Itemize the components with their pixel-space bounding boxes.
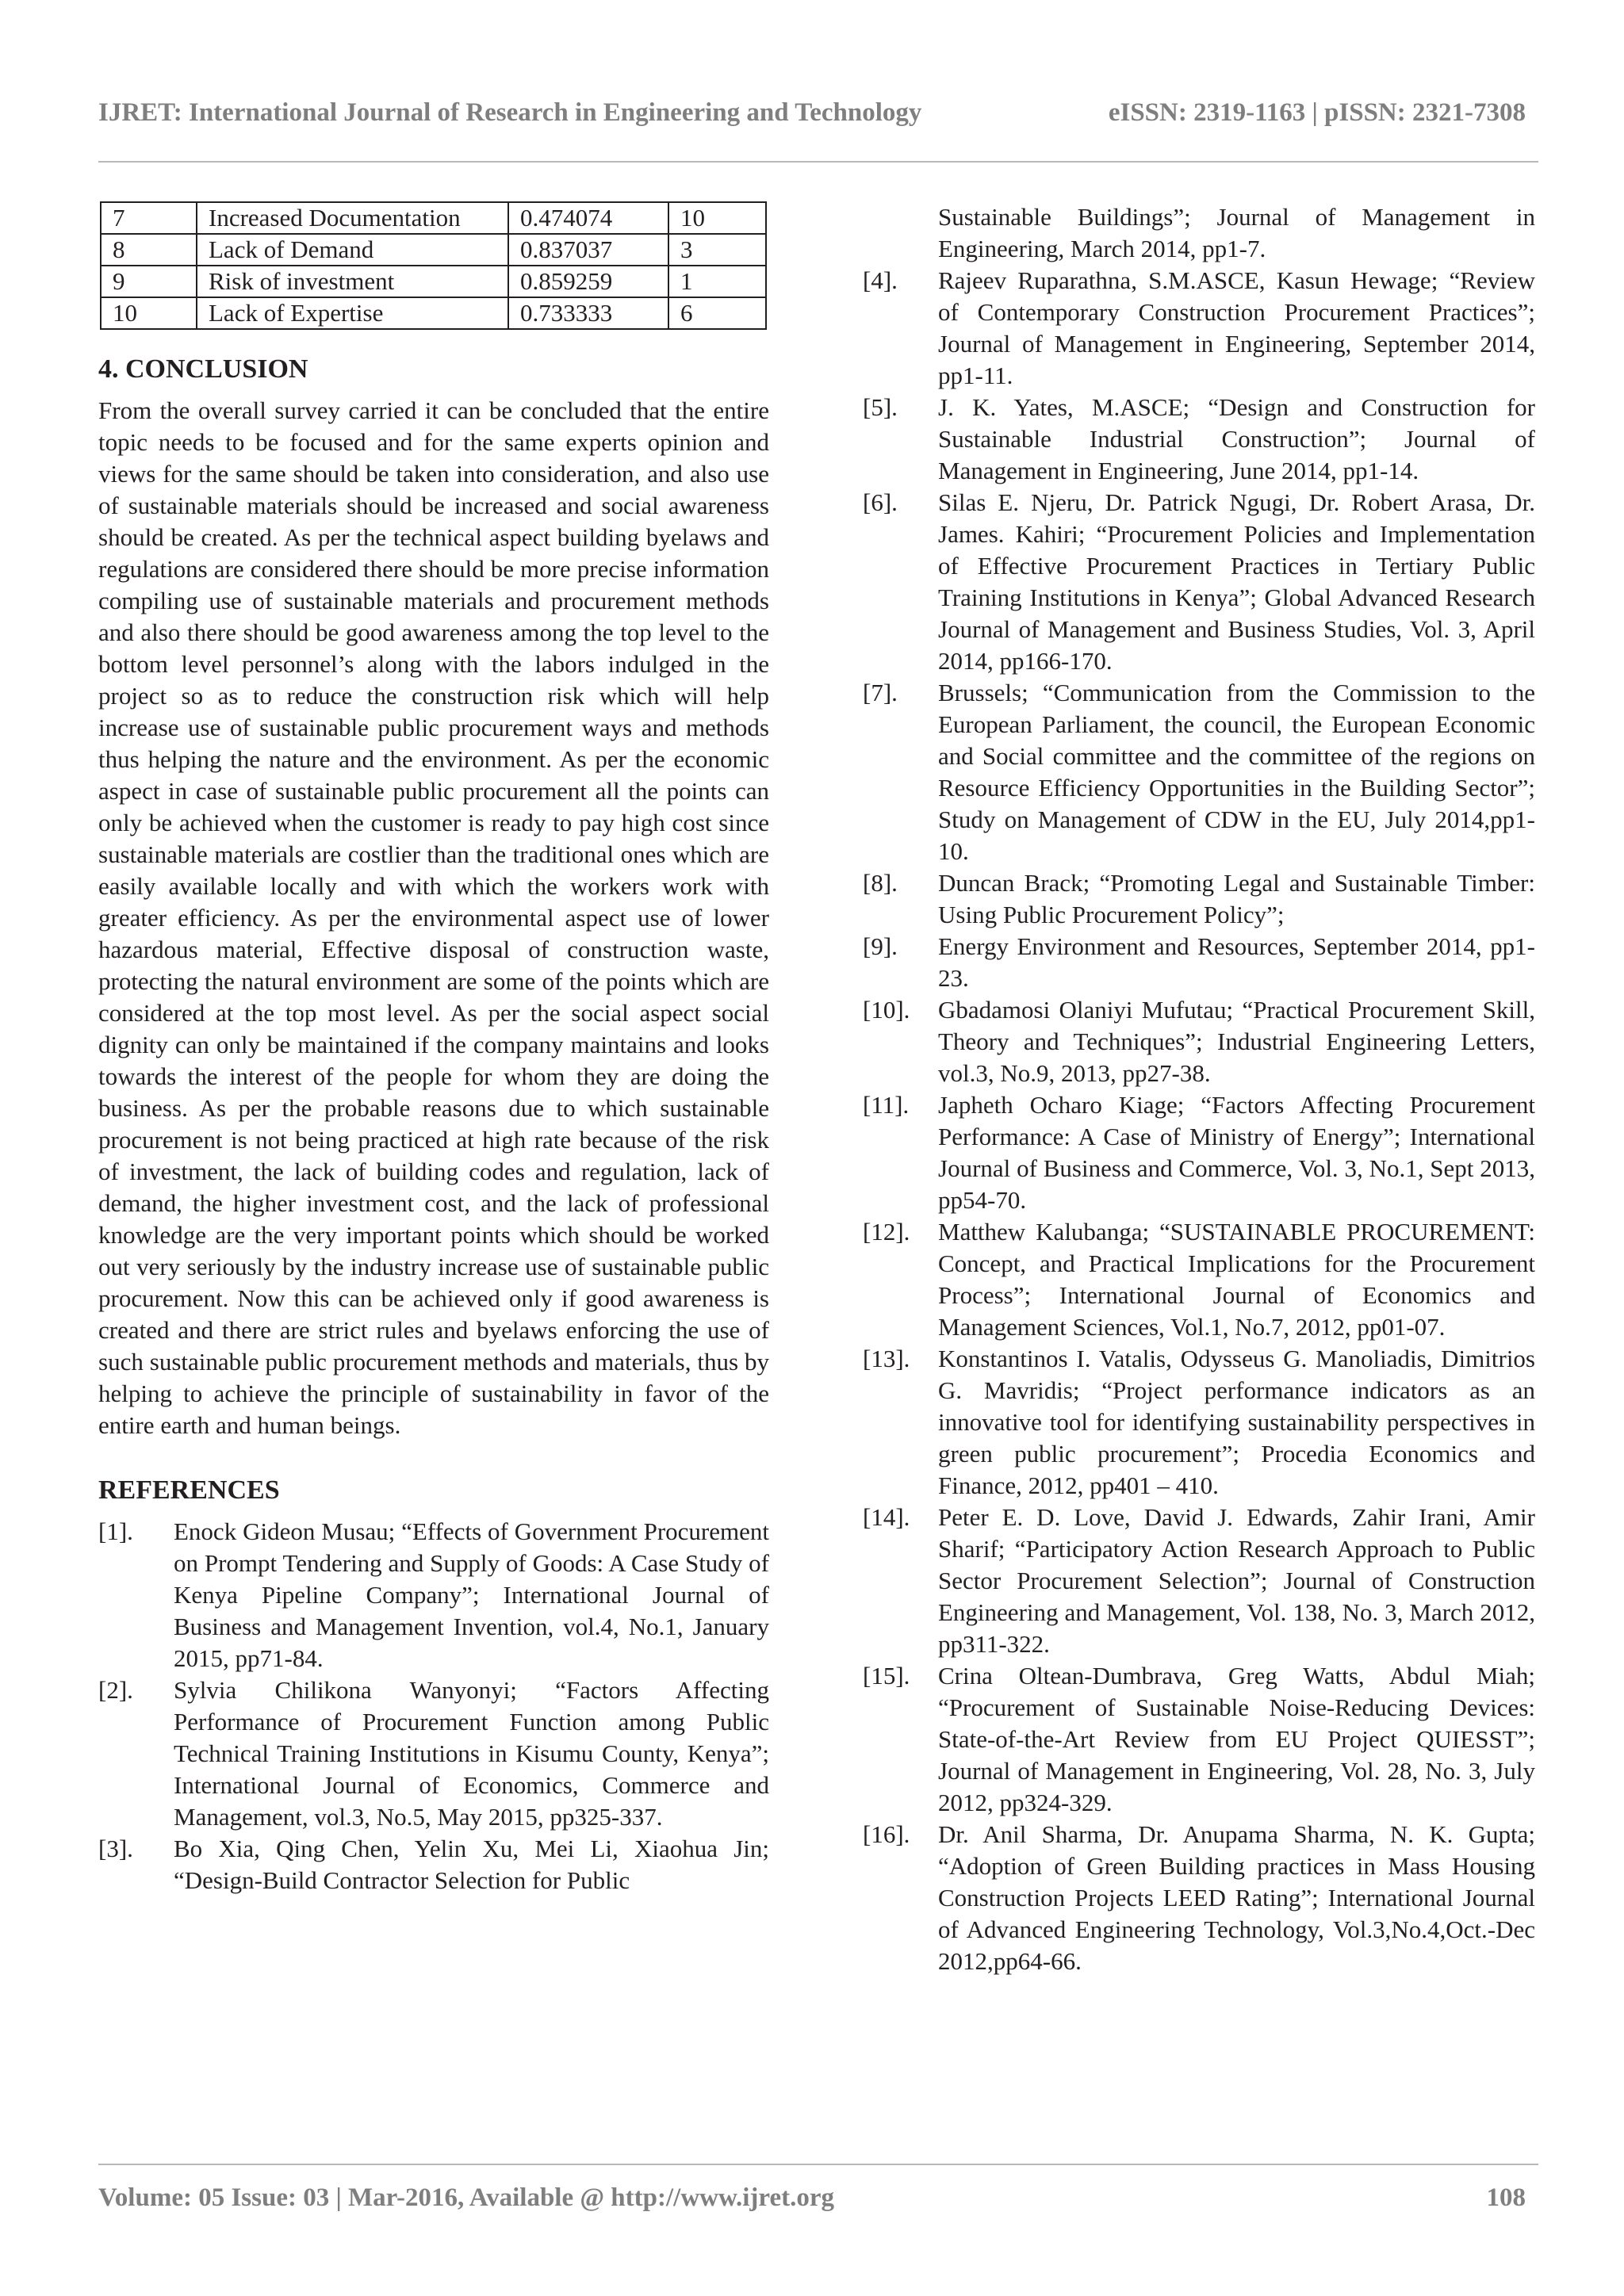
- table-cell: 7: [101, 202, 197, 234]
- reference-text: Rajeev Ruparathna, S.M.ASCE, Kasun Hewage; “Review of Contemporary Construction Procurement Practices”; Journal of Management in Engineering, September 2014, pp1-11.: [938, 266, 1535, 389]
- reference-number: [15].: [863, 1662, 910, 1689]
- reference-number: [13].: [863, 1345, 910, 1372]
- reference-number: [9].: [863, 932, 898, 960]
- journal-title: IJRET: International Journal of Research in Engineering and Technology: [98, 98, 922, 127]
- conclusion-heading: 4. CONCLUSION: [98, 354, 308, 384]
- running-header: [98, 98, 1526, 138]
- table-cell: 0.837037: [508, 234, 668, 266]
- table-cell: 6: [668, 297, 766, 329]
- reference-text: Bo Xia, Qing Chen, Yelin Xu, Mei Li, Xiaohua Jin; “Design-Build Contractor Selection for Public: [174, 1835, 769, 1894]
- table-cell: 9: [101, 266, 197, 297]
- reference-item: [98, 1516, 769, 1674]
- reference-item: [863, 392, 1535, 487]
- reference-text: Peter E. D. Love, David J. Edwards, Zahir Irani, Amir Sharif; “Participatory Action Research Approach to Public Sector Procurement Selection”; Journal of Construction Engineering and Management, Vol. 138, No. 3, March 2012, pp311-322.: [938, 1503, 1535, 1658]
- reference-text: Konstantinos I. Vatalis, Odysseus G. Manoliadis, Dimitrios G. Mavridis; “Project performance indicators as an innovative tool for identifying sustainability perspectives in green public procurement”; Procedia Economics and Finance, 2012, pp401 – 410.: [938, 1345, 1535, 1499]
- right-column: [863, 201, 1535, 1977]
- reference-number: [4].: [863, 266, 898, 294]
- references-heading: REFERENCES: [98, 1475, 280, 1505]
- reference-item: [863, 265, 1535, 392]
- reference-item: [863, 1819, 1535, 1977]
- running-footer: [98, 2183, 1526, 2223]
- volume-info: Volume: 05 Issue: 03 | Mar-2016, Available @ http://www.ijret.org: [98, 2183, 834, 2212]
- reference-item: [98, 1833, 769, 1896]
- reference-number: [6].: [863, 488, 898, 516]
- reference-number: [16].: [863, 1820, 910, 1848]
- table-cell: 10: [101, 297, 197, 329]
- reference-item: [863, 677, 1535, 867]
- reference-text: Brussels; “Communication from the Commission to the European Parliament, the council, the European Economic and Social committee and the committee of the regions on Resource Efficiency Opportunities in the Building Sector”; Study on Management of CDW in the EU, July 2014,pp1-10.: [938, 679, 1535, 865]
- reference-text: J. K. Yates, M.ASCE; “Design and Construction for Sustainable Industrial Construction”; Journal of Management in Engineering, June 2014, pp1-14.: [938, 393, 1535, 484]
- footer-rule: [98, 2164, 1538, 2165]
- reference-text: Sylvia Chilikona Wanyonyi; “Factors Affecting Performance of Procurement Function among Public Technical Training Institutions in Kisumu County, Kenya”; International Journal of Economics, Commerce and Management, vol.3, No.5, May 2015, pp325-337.: [174, 1676, 769, 1831]
- table-cell: 1: [668, 266, 766, 297]
- table-cell: 0.859259: [508, 266, 668, 297]
- table-cell: 8: [101, 234, 197, 266]
- reference-number: [5].: [863, 393, 898, 421]
- table-cell: Risk of investment: [197, 266, 508, 297]
- reference-item: [863, 867, 1535, 931]
- reference-number: [10].: [863, 996, 910, 1024]
- reference-text: Duncan Brack; “Promoting Legal and Sustainable Timber: Using Public Procurement Policy”;: [938, 869, 1535, 928]
- table-cell: 0.733333: [508, 297, 668, 329]
- reference-text: Japheth Ocharo Kiage; “Factors Affecting Procurement Performance: A Case of Ministry of Energy”; International Journal of Business and Commerce, Vol. 3, No.1, Sept 2013, pp54-70.: [938, 1091, 1535, 1214]
- reference-number: [2].: [98, 1676, 133, 1704]
- reference-number: [11].: [863, 1091, 910, 1119]
- reference-number: [3].: [98, 1835, 133, 1862]
- reference-item: [863, 1660, 1535, 1819]
- reference-item: [863, 931, 1535, 994]
- reference-item: [863, 1502, 1535, 1660]
- table-cell: Increased Documentation: [197, 202, 508, 234]
- reference-continuation: Sustainable Buildings”; Journal of Management in Engineering, March 2014, pp1-7.: [938, 203, 1535, 262]
- issn-info: eISSN: 2319-1163 | pISSN: 2321-7308: [1108, 98, 1526, 127]
- table-row: [101, 297, 766, 329]
- reference-number: [12].: [863, 1218, 910, 1246]
- reference-item: [98, 1674, 769, 1833]
- reference-text: Silas E. Njeru, Dr. Patrick Ngugi, Dr. Robert Arasa, Dr. James. Kahiri; “Procurement Policies and Implementation of Effective Procurement Practices in Tertiary Public Training Institutions in Kenya”; Global Advanced Research Journal of Management and Business Studies, Vol. 3, April 2014, pp166-170.: [938, 488, 1535, 675]
- table-cell: 0.474074: [508, 202, 668, 234]
- reference-item: [863, 1343, 1535, 1502]
- reference-number: [8].: [863, 869, 898, 897]
- reference-text: Matthew Kalubanga; “SUSTAINABLE PROCUREMENT: Concept, and Practical Implications for the Procurement Process”; International Journal of Economics and Management Sciences, Vol.1, No.7, 2012, pp01-07.: [938, 1218, 1535, 1341]
- left-column: [98, 201, 769, 1896]
- reference-item: [863, 487, 1535, 677]
- reference-number: [7].: [863, 679, 898, 706]
- conclusion-paragraph: From the overall survey carried it can be concluded that the entire topic needs to be focused and for the same experts opinion and views for the same should be taken into consideration, and also use of sustainable materials should be increased and social awareness should be created. As per the technical aspect building byelaws and regulations are considered there should be more precise information compiling use of sustainable materials and procurement methods and also there should be good awareness among the top level to the bottom level personnel’s along with the labors indulged in the project so as to reduce the construction risk which will help increase use of sustainable public procurement ways and methods thus helping the nature and the environment. As per the economic aspect in case of sustainable public procurement all the points can only be achieved when the customer is ready to pay high cost since sustainable materials are costlier than the traditional ones which are easily available locally and with which the workers work with greater efficiency. As per the environmental aspect use of lower hazardous material, Effective disposal of construction waste, protecting the natural environment are some of the points which are considered at the top most level. As per the social aspect social dignity can only be maintained if the company maintains and looks towards the interest of the people for whom they are doing the business. As per the probable reasons due to which sustainable procurement is not being practiced at high rate because of the risk of investment, the lack of building codes and regulation, lack of demand, the higher investment cost, and the lack of professional knowledge are the very important points which should be worked out very seriously by the industry increase use of sustainable public procurement. Now this can be achieved only if good awareness is created and there are strict rules and byelaws enforcing the use of such sustainable public procurement methods and materials, thus by helping to achieve the principle of sustainability in favor of the entire earth and human beings.: [98, 396, 769, 1439]
- table-cell: Lack of Expertise: [197, 297, 508, 329]
- reference-item: [863, 1089, 1535, 1216]
- reference-text: Gbadamosi Olaniyi Mufutau; “Practical Procurement Skill, Theory and Techniques”; Industrial Engineering Letters, vol.3, No.9, 2013, pp27-38.: [938, 996, 1535, 1087]
- table-cell: Lack of Demand: [197, 234, 508, 266]
- reference-item: [863, 994, 1535, 1089]
- reference-number: [14].: [863, 1503, 910, 1531]
- table-row: [101, 266, 766, 297]
- header-rule: [98, 161, 1538, 163]
- reference-text: Crina Oltean-Dumbrava, Greg Watts, Abdul Miah; “Procurement of Sustainable Noise-Reducing Devices: State-of-the-Art Review from EU Project QUIESST”; Journal of Management in Engineering, Vol. 28, No. 3, July 2012, pp324-329.: [938, 1662, 1535, 1816]
- reference-item: [863, 1216, 1535, 1343]
- reference-number: [1].: [98, 1517, 133, 1545]
- table-cell: 3: [668, 234, 766, 266]
- table-row: [101, 234, 766, 266]
- reference-text: Energy Environment and Resources, September 2014, pp1-23.: [938, 932, 1535, 992]
- ranking-table: [100, 201, 767, 330]
- page-number: 108: [1486, 2183, 1526, 2212]
- table-row: [101, 202, 766, 234]
- reference-text: Dr. Anil Sharma, Dr. Anupama Sharma, N. K. Gupta; “Adoption of Green Building practices in Mass Housing Construction Projects LEED Rating”; International Journal of Advanced Engineering Technology, Vol.3,No.4,Oct.-Dec 2012,pp64-66.: [938, 1820, 1535, 1975]
- reference-text: Enock Gideon Musau; “Effects of Government Procurement on Prompt Tendering and Supply of Goods: A Case Study of Kenya Pipeline Company”; International Journal of Business and Management Invention, vol.4, No.1, January 2015, pp71-84.: [174, 1517, 769, 1672]
- table-cell: 10: [668, 202, 766, 234]
